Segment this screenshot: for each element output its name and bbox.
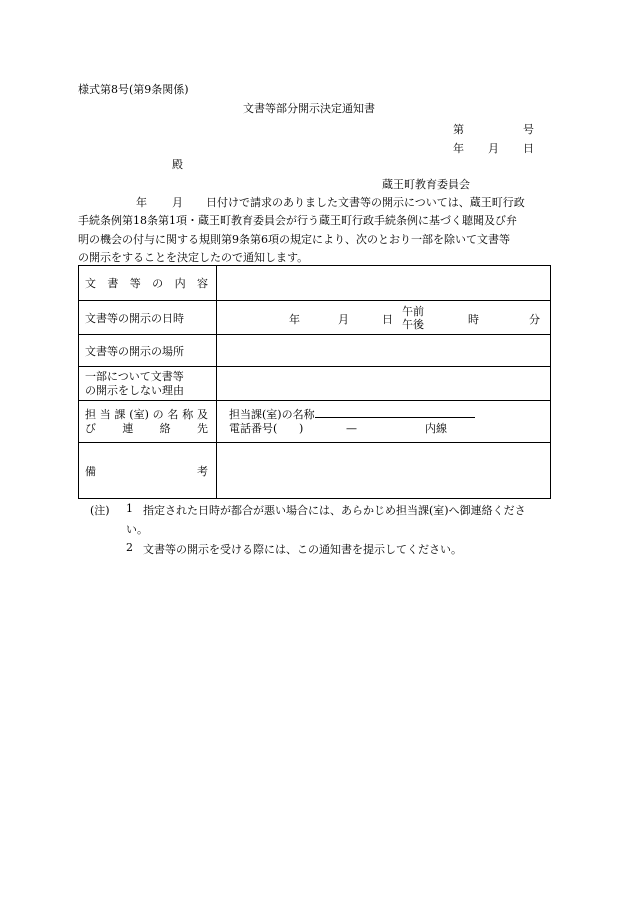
value-disclosure-datetime[interactable]: 年 月 日 午前 午後 時 分 [217, 301, 551, 335]
row-document-content [79, 266, 551, 301]
label-partial-reason: 一部について文書等 の開示をしない理由 [79, 367, 217, 401]
row-partial-reason [79, 367, 551, 401]
issuer-name: 蔵王町教育委員会 [382, 178, 470, 191]
disclosure-table [78, 265, 551, 499]
label-document-content: 文 書 等 の 内 容 [79, 266, 217, 301]
addressee-suffix: 殿 [172, 158, 183, 171]
row-disclosure-place [79, 335, 551, 367]
row-remarks [79, 443, 551, 499]
doc-number-dai: 第 [453, 123, 464, 136]
body-line-2: 手続条例第18条第1項・蔵王町教育委員会が行う蔵王町行政手続条例に基づく聴聞及び弁 [78, 214, 517, 227]
label-contact: 担 当 課 (室) の 名 称 及 び 連 絡 先 [79, 401, 217, 443]
document-title: 文書等部分開示決定通知書 [243, 102, 375, 115]
row-disclosure-datetime [79, 301, 551, 335]
value-remarks[interactable] [217, 443, 551, 499]
contact-dept-label: 担当課(室)の名称 [229, 407, 315, 421]
form-number: 様式第8号(第9条関係) [78, 83, 189, 96]
label-disclosure-datetime: 文書等の開示の日時 [79, 301, 217, 335]
note-1-number: 1 [126, 502, 133, 515]
body-line-4: の開示をすることを決定したので通知します。 [78, 251, 309, 264]
label-disclosure-place: 文書等の開示の場所 [79, 335, 217, 367]
body-year: 年 [136, 196, 147, 209]
note-1-text-cont: い。 [126, 523, 148, 536]
note-2-number: 2 [126, 541, 133, 554]
date-year: 年 [453, 142, 464, 155]
body-line-1-text: 日付けで請求のありました文書等の開示については、蔵王町行政 [206, 196, 525, 209]
date-day: 日 [523, 142, 534, 155]
notes-prefix: (注) [90, 504, 110, 517]
value-partial-reason[interactable] [217, 367, 551, 401]
date-month: 月 [488, 142, 499, 155]
doc-number-go: 号 [523, 123, 534, 136]
contact-dept-line [315, 407, 475, 418]
note-2-text: 文書等の開示を受ける際には、この通知書を提示してください。 [143, 543, 462, 556]
body-line-3: 明の機会の付与に関する規則第9条第6項の規定により、次のとおり一部を除いて文書等 [78, 233, 510, 246]
contact-phone: 電話番号( [229, 421, 278, 435]
note-1-text: 指定された日時が都合が悪い場合には、あらかじめ担当課(室)へ御連絡くださ [143, 504, 526, 517]
label-remarks: 備 考 [79, 443, 217, 499]
body-month: 月 [172, 196, 183, 209]
value-document-content[interactable] [217, 266, 551, 301]
row-contact [79, 401, 551, 443]
value-contact[interactable]: 担当課(室)の名称 電話番号( ) — 内線 [217, 401, 551, 443]
value-disclosure-place[interactable] [217, 335, 551, 367]
